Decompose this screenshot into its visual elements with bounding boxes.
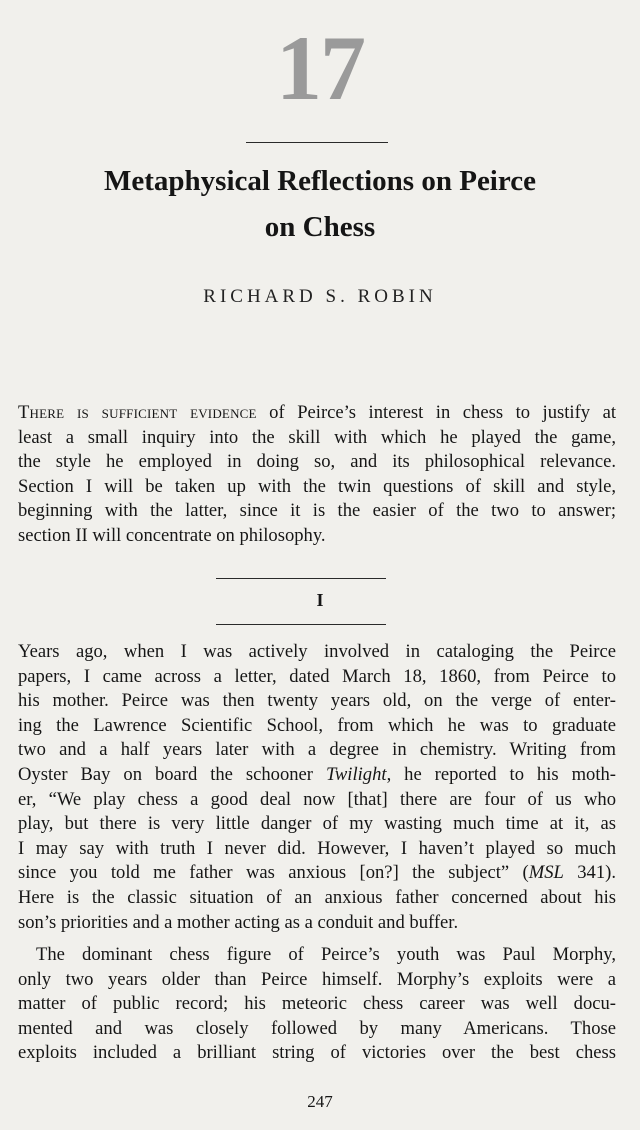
text-line: Section I will be taken up with the twin questions of skill and style, xyxy=(18,475,616,497)
text-line: mented and was closely followed by many Americans. Those xyxy=(18,1017,616,1039)
text-line: Oyster Bay on board the schooner Twilight, he reported to his moth- xyxy=(18,763,616,785)
text-line: papers, I came across a letter, dated March 18, 1860, from Peirce to xyxy=(18,665,616,687)
text-line: play, but there is very little danger of my wasting much time at it, as xyxy=(18,813,616,835)
text-line: least a small inquiry into the skill with which he played the game, xyxy=(18,426,616,448)
ship-name: Twilight xyxy=(325,763,387,785)
chapter-title xyxy=(0,158,640,250)
text-line: exploits included a brilliant string of victories over the best chess xyxy=(18,1042,616,1064)
text-line: beginning with the latter, since it is the easier of the two to answer; xyxy=(18,500,616,522)
page-number: 247 xyxy=(307,1092,333,1111)
text-line: Here is the classic situation of an anxious father concerned about his xyxy=(18,886,616,908)
text-line: two and a half years later with a degree in chemistry. Writing from xyxy=(18,739,616,761)
text-line: The dominant chess figure of Peirce’s youth was Paul Morphy, xyxy=(36,944,616,965)
intro-paragraph xyxy=(18,401,616,549)
chapter-author: RICHARD S. ROBIN xyxy=(203,286,437,307)
chapter-title-line1: Metaphysical Reflections on Peirce xyxy=(104,165,536,197)
text-line: his mother. Peirce was then twenty years old, on the verge of enter- xyxy=(18,690,616,712)
title-rule-top xyxy=(246,142,388,143)
chapter-title-line2: on Chess xyxy=(264,211,376,243)
text-line: ing the Lawrence Scientific School, from which he was to graduate xyxy=(18,714,616,736)
text-line: There is sufficient evidence of Peirce’s interest in chess to justify at xyxy=(18,402,616,423)
text-line: I may say with truth I never did. However, I haven’t played so much xyxy=(18,837,616,859)
text-line: the style he employed in doing so, and its philosophical relevance. xyxy=(18,451,616,473)
text-line: matter of public record; his meteoric chess career was well docu- xyxy=(18,993,616,1015)
text-line: er, “We play chess a good deal now [that] there are four of us who xyxy=(18,788,616,810)
small-caps-lead: There is sufficient evidence xyxy=(18,402,257,423)
chapter-number: 17 xyxy=(276,17,364,119)
text-line: since you told me father was anxious [on?] the subject” (MSL 341). xyxy=(18,862,616,884)
section-rule-top xyxy=(216,578,386,579)
text-line: son’s priorities and a mother acting as a conduit and buffer. xyxy=(18,911,459,933)
text-line: only two years older than Peirce himself. Morphy’s exploits were a xyxy=(18,968,616,990)
body-paragraph xyxy=(18,640,616,935)
citation-ref: MSL xyxy=(528,862,564,884)
text-line: section II will concentrate on philosophy. xyxy=(18,524,326,546)
section-rule-bottom xyxy=(216,624,386,625)
section-number: I xyxy=(316,590,324,610)
text-line: Years ago, when I was actively involved in cataloging the Peirce xyxy=(18,641,616,662)
body-paragraph xyxy=(18,943,616,1066)
